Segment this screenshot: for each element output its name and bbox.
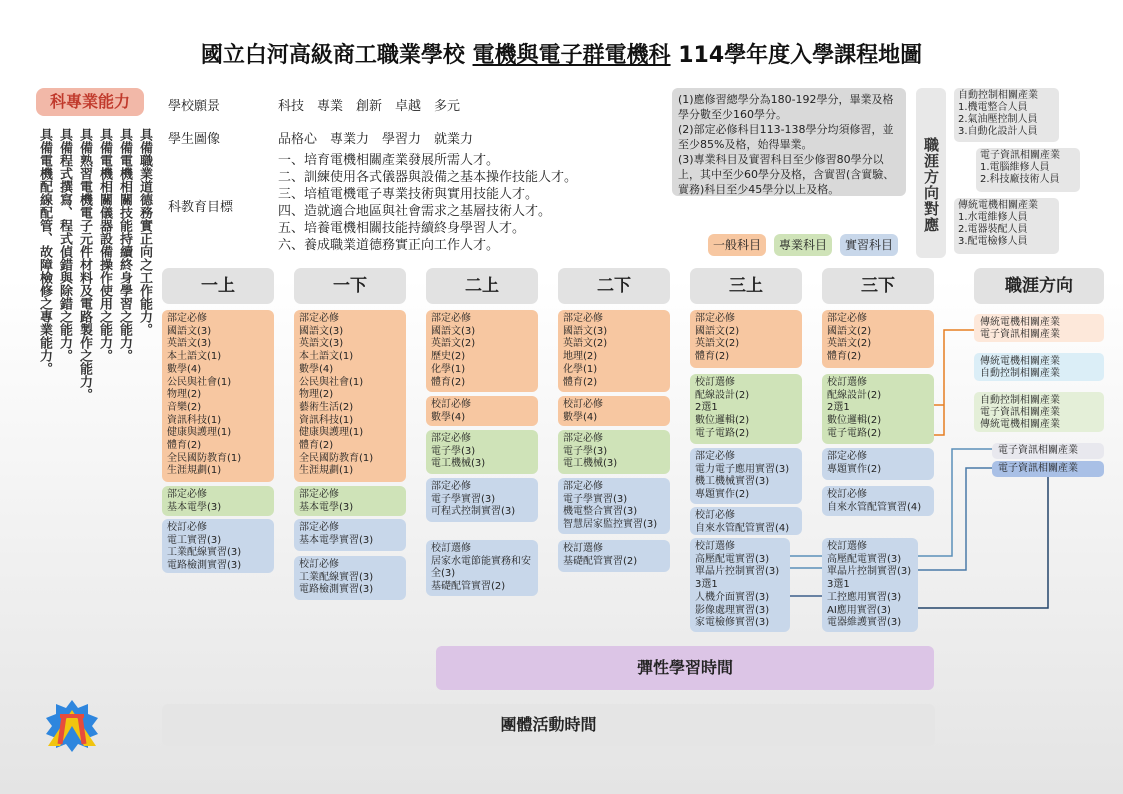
objective-item: 一、培育電機相關產業發展所需人才。	[278, 153, 500, 168]
course-line: 基本電學(3)	[299, 501, 354, 513]
course-line: 工業配線實習(3)	[167, 547, 242, 559]
course-line: 基礎配管實習(2)	[431, 581, 506, 593]
course-line: 影像處理實習(3)	[695, 604, 770, 616]
course-line: 人機介面實習(3)	[695, 591, 770, 603]
career-line: 自動控制相關產業	[980, 368, 1060, 379]
course-line: 校訂選修	[431, 543, 471, 554]
course-line: 部定必修	[167, 489, 207, 500]
course-line: 物理(2)	[167, 389, 202, 401]
course-line: 體育(2)	[167, 440, 202, 452]
career-line: 傳統電機相關產業	[980, 317, 1060, 328]
title-rest: 114學年度入學課程地圖	[670, 43, 923, 68]
course-line: 部定必修	[431, 433, 471, 444]
course-line: 2選1	[695, 402, 718, 414]
course-line: 化學(1)	[431, 363, 466, 375]
course-line: 部定必修	[827, 313, 867, 324]
objective-item: 六、養成職業道德務實正向工作人才。	[278, 238, 500, 253]
objective-item: 二、訓練使用各式儀器與設備之基本操作技能人才。	[278, 170, 578, 185]
course-line: 數位邏輯(2)	[827, 415, 882, 427]
course-line: 公民與社會(1)	[167, 376, 232, 388]
course-line: 校訂必修	[563, 399, 603, 410]
ability-line-2: 具備電機相關技能持續終身學習之能力。	[117, 128, 132, 362]
course-line: 家電檢修實習(3)	[695, 617, 770, 629]
industry-item: 2.科技廠技術人員	[980, 174, 1060, 185]
course-line: 藝術生活(2)	[299, 401, 354, 413]
course-line: 專題實作(2)	[695, 489, 750, 501]
title-dept: 電機與電子群電機科	[472, 43, 671, 68]
semester-header: 三下	[822, 268, 934, 304]
course-line: 基本電學實習(3)	[299, 534, 374, 546]
course-line: 配線設計(2)	[827, 389, 882, 401]
course-line: 健康與護理(1)	[167, 427, 232, 439]
career-line: 電子資訊相關產業	[998, 463, 1078, 474]
course-line: 校訂必修	[299, 559, 339, 570]
course-line: 部定必修	[299, 522, 339, 533]
course-line: 2選1	[827, 402, 850, 414]
course-line: 資訊科技(1)	[167, 414, 222, 426]
career-line: 傳統電機相關產業	[980, 356, 1060, 367]
course-line: 歷史(2)	[431, 351, 466, 363]
industry-title: 電子資訊相關產業	[980, 150, 1060, 161]
course-line: 國語文(2)	[827, 325, 872, 337]
course-line: 體育(2)	[431, 376, 466, 388]
ability-line-4: 具備熟習電機電子元件材料及電路製作之能力。	[77, 128, 92, 401]
course-line: 可程式控制實習(3)	[431, 506, 516, 518]
course-line: 電子電路(2)	[827, 427, 882, 439]
course-line: 專題實作(2)	[827, 463, 882, 475]
course-line: 部定必修	[299, 489, 339, 500]
course-line: 本土語文(1)	[167, 351, 222, 363]
course-line: 國語文(3)	[563, 325, 608, 337]
industry-item: 1.水電維修人員	[958, 212, 1028, 223]
course-line: 電工實習(3)	[167, 534, 222, 546]
industry-title: 傳統電機相關產業	[958, 200, 1038, 211]
semester-header: 三上	[690, 268, 802, 304]
course-line: 數學(4)	[167, 363, 202, 375]
ability-line-5: 具備程式撰寫、程式偵錯與除錯之能力。	[57, 128, 72, 362]
objective-item: 五、培養電機相關技能持續終身學習人才。	[278, 221, 526, 236]
course-line: 單晶片控制實習(3)	[695, 566, 780, 578]
note-item: (1)應修習總學分為180-192學分，畢業及格學分數至少160學分。	[678, 93, 894, 121]
course-line: 基本電學(3)	[167, 501, 222, 513]
course-line: 校訂選修	[827, 541, 867, 552]
course-line: 公民與社會(1)	[299, 376, 364, 388]
course-line: 部定必修	[431, 313, 471, 324]
course-line: 電工機械(3)	[431, 458, 486, 470]
course-line: 國語文(3)	[299, 325, 344, 337]
course-line: 工業配線實習(3)	[299, 571, 374, 583]
course-line: 數學(4)	[563, 411, 598, 423]
ability-label: 科專業能力	[36, 88, 144, 116]
course-line: 部定必修	[563, 433, 603, 444]
course-line: 校訂選修	[695, 377, 735, 388]
course-line: 部定必修	[431, 481, 471, 492]
course-line: 工控應用實習(3)	[827, 591, 902, 603]
course-line: 體育(2)	[695, 351, 730, 363]
course-line: 全(3)	[431, 568, 456, 580]
flexible-learning-bar: 彈性學習時間	[436, 646, 934, 690]
career-line: 電子資訊相關產業	[980, 329, 1060, 340]
course-line: 國語文(2)	[695, 325, 740, 337]
course-line: 國語文(3)	[431, 325, 476, 337]
course-line: 校訂必修	[695, 510, 735, 521]
group-activity-bar: 團體活動時間	[162, 704, 935, 746]
course-line: 校訂選修	[827, 377, 867, 388]
ability-line-1: 具備職業道德務實正向之工作能力。	[137, 128, 152, 336]
industry-item: 3.配電檢修人員	[958, 236, 1028, 247]
course-line: 體育(2)	[827, 351, 862, 363]
course-line: 3選1	[695, 579, 718, 591]
course-line: 體育(2)	[299, 440, 334, 452]
legend-professional: 專業科目	[774, 234, 832, 256]
career-line: 傳統電機相關產業	[980, 419, 1060, 430]
course-line: 健康與護理(1)	[299, 427, 364, 439]
course-line: 校訂選修	[563, 543, 603, 554]
course-line: 電路檢測實習(3)	[299, 584, 374, 596]
note-item: (2)部定必修科目113-138學分均須修習，並至少85%及格，始得畢業。	[678, 123, 894, 151]
course-line: 音樂(2)	[167, 401, 202, 413]
career-line: 自動控制相關產業	[980, 395, 1060, 406]
title-school: 國立白河高級商工職業學校	[200, 43, 473, 68]
course-line: 體育(2)	[563, 376, 598, 388]
course-line: 部定必修	[167, 313, 207, 324]
course-line: 英語文(2)	[431, 338, 476, 350]
portrait-label: 學生圖像	[168, 132, 221, 147]
course-line: 高壓配電實習(3)	[827, 553, 902, 565]
course-line: 部定必修	[695, 451, 735, 462]
course-line: 數學(4)	[431, 411, 466, 423]
course-line: 配線設計(2)	[695, 389, 750, 401]
course-line: 國語文(3)	[167, 325, 212, 337]
course-line: 部定必修	[827, 451, 867, 462]
industry-item: 1.機電整合人員	[958, 102, 1028, 113]
course-line: AI應用實習(3)	[827, 604, 891, 616]
semester-header: 一下	[294, 268, 406, 304]
course-line: 電工機械(3)	[563, 458, 618, 470]
course-line: 電力電子應用實習(3)	[695, 463, 790, 475]
industry-title: 自動控制相關產業	[958, 90, 1038, 101]
course-line: 校訂必修	[431, 399, 471, 410]
career-mapping-label: 職涯方向對應	[916, 88, 946, 258]
objectives-label: 科教育目標	[168, 200, 234, 215]
ability-line-3: 具備電機相關儀器設備操作使用之能力。	[97, 128, 112, 362]
course-line: 機電整合實習(3)	[563, 506, 638, 518]
course-line: 全民國防教育(1)	[299, 452, 374, 464]
course-line: 高壓配電實習(3)	[695, 553, 770, 565]
course-line: 電子學實習(3)	[563, 493, 628, 505]
course-line: 基礎配管實習(2)	[563, 555, 638, 567]
course-line: 地理(2)	[563, 351, 598, 363]
vision-value: 科技 專業 創新 卓越 多元	[278, 99, 461, 114]
course-line: 英語文(2)	[827, 338, 872, 350]
course-line: 本土語文(1)	[299, 351, 354, 363]
career-header: 職涯方向	[974, 268, 1104, 304]
note-item: (3)專業科目及實習科目至少修習80學分以上，其中至少60學分及格，含實習(含實驗、實務)科目至少45學分以上及格。	[678, 153, 895, 196]
semester-header: 二上	[426, 268, 538, 304]
school-emblem-icon	[38, 696, 106, 756]
industry-item: 1.電腦維修人員	[980, 162, 1050, 173]
course-line: 3選1	[827, 579, 850, 591]
industry-item: 2.電器裝配人員	[958, 224, 1028, 235]
course-line: 校訂必修	[827, 489, 867, 500]
legend-general: 一般科目	[708, 234, 766, 256]
course-line: 英語文(3)	[167, 338, 212, 350]
course-line: 生涯規劃(1)	[167, 465, 222, 477]
course-line: 校訂選修	[695, 541, 735, 552]
industry-item: 2.氣油壓控制人員	[958, 114, 1038, 125]
course-line: 智慧居家監控實習(3)	[563, 519, 658, 531]
career-line: 電子資訊相關產業	[998, 445, 1078, 456]
course-line: 電子學實習(3)	[431, 493, 496, 505]
course-line: 電子學(3)	[431, 445, 476, 457]
course-line: 電子電路(2)	[695, 427, 750, 439]
course-line: 校訂必修	[167, 522, 207, 533]
course-line: 自來水管配管實習(4)	[695, 522, 790, 534]
course-line: 化學(1)	[563, 363, 598, 375]
course-line: 部定必修	[299, 313, 339, 324]
course-line: 部定必修	[563, 481, 603, 492]
course-line: 單晶片控制實習(3)	[827, 566, 912, 578]
course-line: 物理(2)	[299, 389, 334, 401]
course-line: 英語文(2)	[563, 338, 608, 350]
course-line: 居家水電節能實務和安	[431, 555, 531, 567]
course-line: 機工機械實習(3)	[695, 476, 770, 488]
vision-label: 學校願景	[168, 99, 221, 114]
legend-practice: 實習科目	[840, 234, 898, 256]
semester-header: 一上	[162, 268, 274, 304]
course-line: 電器維護實習(3)	[827, 617, 902, 629]
course-line: 電路檢測實習(3)	[167, 560, 242, 572]
portrait-value: 品格心 專業力 學習力 就業力	[278, 132, 474, 147]
course-line: 自來水管配管實習(4)	[827, 501, 922, 513]
course-line: 英語文(2)	[695, 338, 740, 350]
course-line: 數位邏輯(2)	[695, 415, 750, 427]
semester-header: 二下	[558, 268, 670, 304]
course-line: 全民國防教育(1)	[167, 452, 242, 464]
course-line: 生涯規劃(1)	[299, 465, 354, 477]
objective-item: 四、造就適合地區與社會需求之基層技術人才。	[278, 204, 552, 219]
course-line: 部定必修	[695, 313, 735, 324]
objective-item: 三、培植電機電子專業技術與實用技能人才。	[278, 187, 539, 202]
course-line: 英語文(3)	[299, 338, 344, 350]
career-line: 電子資訊相關產業	[980, 407, 1060, 418]
course-line: 資訊科技(1)	[299, 414, 354, 426]
course-line: 部定必修	[563, 313, 603, 324]
course-line: 電子學(3)	[563, 445, 608, 457]
ability-line-6: 具備電機配線配管、故障檢修之專業能力。	[37, 128, 52, 375]
course-line: 數學(4)	[299, 363, 334, 375]
industry-item: 3.自動化設計人員	[958, 126, 1038, 137]
